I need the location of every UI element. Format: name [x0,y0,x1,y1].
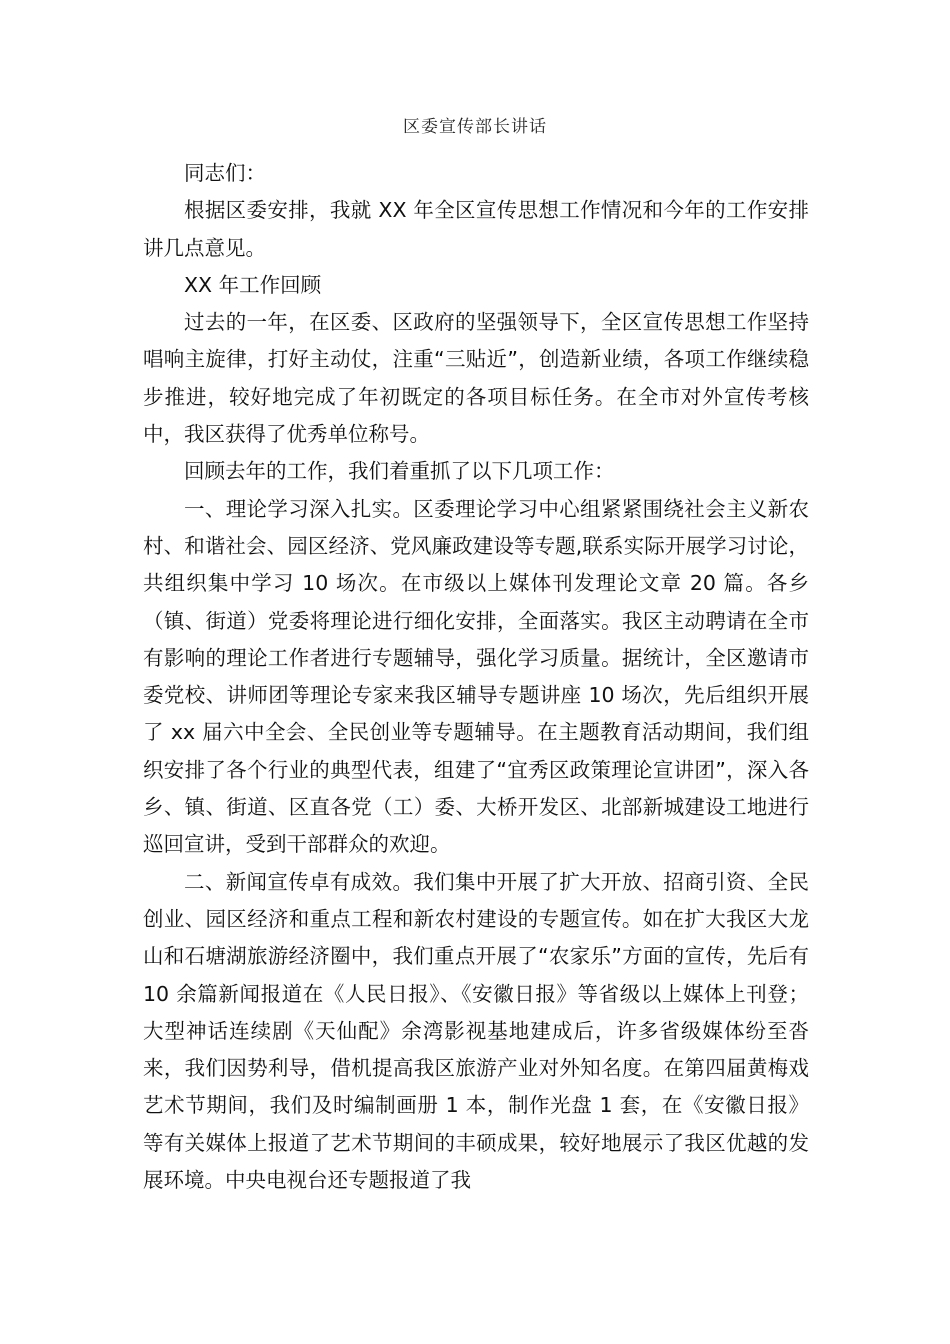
paragraph-intro: 根据区委安排，我就 XX 年全区宣传思想工作情况和今年的工作安排讲几点意见。 [143,198,809,260]
paragraph-theory-study: 一、理论学习深入扎实。区委理论学习中心组紧紧围绕社会主义新农村、和谐社会、园区经济、党风廉政建设等专题,联系实际开展学习讨论，共组织集中学习 10 场次。在市级以上媒体刊发理论文章 20 篇。各乡（镇、街道）党委将理论进行细化安排，全面落实。我区主动聘请在全市有影响的理论工作者进行专题辅导，强化学习质量。据统计，全区邀请市委党校、讲师团等理论专家来我区辅导专题讲座 10 场次，先后组织开展了 xx 届六中全会、全民创业等专题辅导。在主题教育活动期间，我们组织安排了各个行业的典型代表，组建了“宜秀区政策理论宣讲团”，深入各乡、镇、街道、区直各党（工）委、大桥开发区、北部新城建设工地进行巡回宣讲，受到干部群众的欢迎。 [143,496,809,857]
paragraph-salutation: 同志们： [184,161,266,185]
document-title: 区委宣传部长讲话 [403,117,547,137]
document-body [143,155,809,1199]
paragraph-overview: 过去的一年，在区委、区政府的坚强领导下，全区宣传思想工作坚持唱响主旋律，打好主动仗，注重“三贴近”，创造新业绩，各项工作继续稳步推进，较好地完成了年初既定的各项目标任务。在全市对外宣传考核中，我区获得了优秀单位称号。 [143,310,809,447]
section-heading-review: XX 年工作回顾 [184,272,322,297]
paragraph-review-lead: 回顾去年的工作，我们着重抓了以下几项工作： [184,459,615,484]
paragraph-news-publicity: 二、新闻宣传卓有成效。我们集中开展了扩大开放、招商引资、全民创业、园区经济和重点工程和新农村建设的专题宣传。如在扩大我区大龙山和石塘湖旅游经济圈中，我们重点开展了“农家乐”方面的宣传，先后有 10 余篇新闻报道在《人民日报》、《安徽日报》等省级以上媒体上刊登；大型神话连续剧《天仙配》余湾影视基地建成后，许多省级媒体纷至沓来，我们因势利导，借机提高我区旅游产业对外知名度。在第四届黄梅戏艺术节期间，我们及时编制画册 1 本，制作光盘 1 套，在《安徽日报》等有关媒体上报道了艺术节期间的丰硕成果，较好地展示了我区优越的发展环境。中央电视台还专题报道了我 [143,869,809,1193]
